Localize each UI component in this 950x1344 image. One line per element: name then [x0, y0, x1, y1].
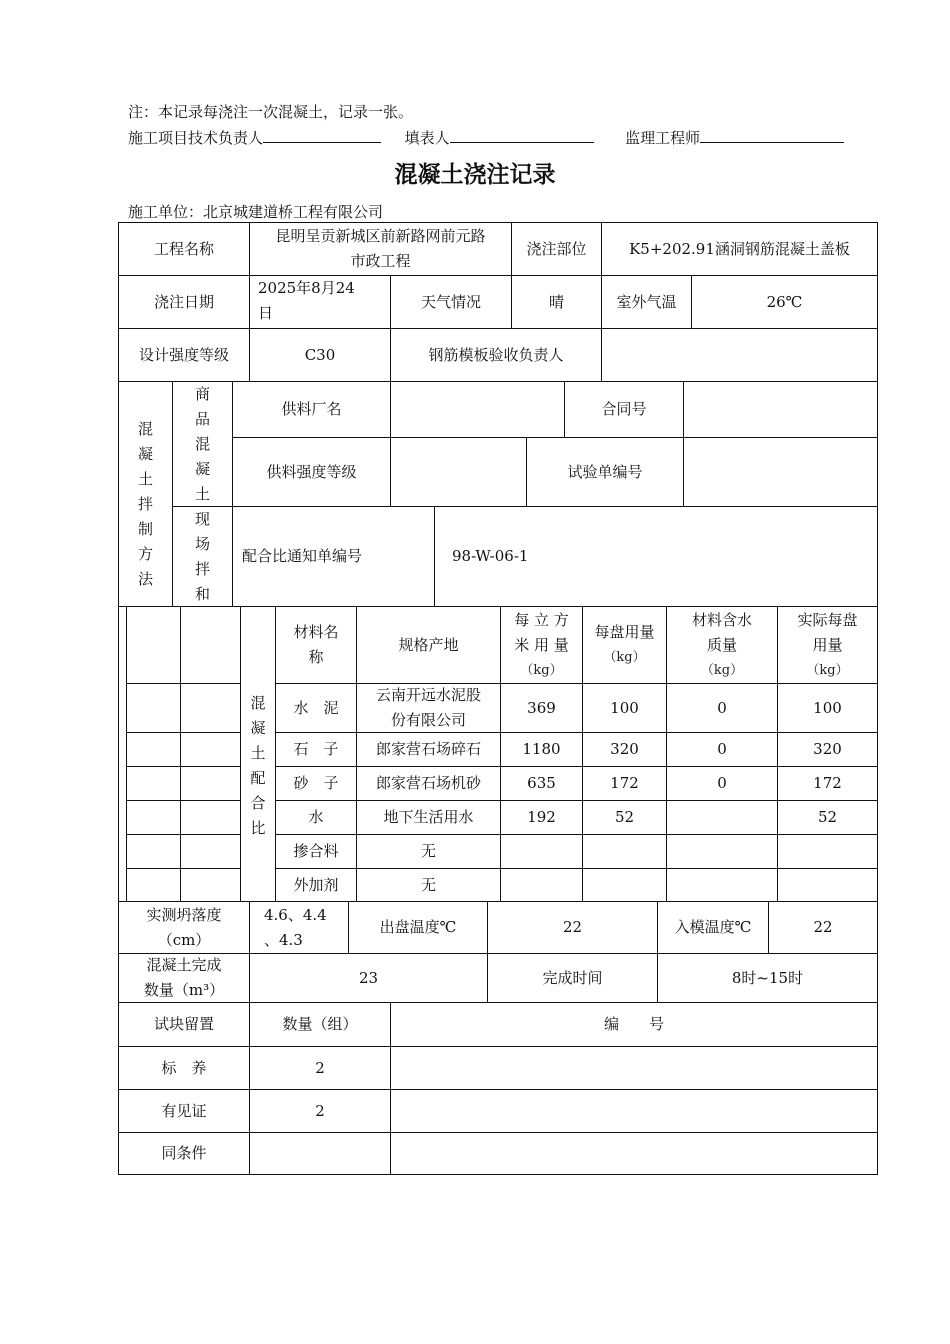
supply-grade-label: 供料强度等级 — [266, 462, 357, 481]
actual-value[interactable]: 172 — [813, 774, 842, 792]
out-temp-label: 出盘温度℃ — [379, 918, 457, 936]
outdoor-temp-label: 室外气温 — [616, 292, 677, 311]
per-batch-value[interactable]: 172 — [610, 774, 639, 792]
specimen-type: 有见证 — [161, 1101, 207, 1120]
material-name: 掺合料 — [293, 842, 339, 860]
per-batch-value[interactable]: 52 — [614, 808, 635, 826]
supplier-value[interactable] — [391, 382, 564, 437]
col-header-per-batch: 每盘用量 （kg） — [594, 623, 655, 665]
col-header-actual: 实际每盘 用量 （kg） — [797, 610, 858, 678]
col-header-material: 材料名 称 — [293, 623, 339, 666]
material-spec: 无 — [420, 875, 436, 894]
material-spec: 无 — [420, 842, 436, 860]
actual-value[interactable]: 52 — [817, 808, 838, 826]
supervisor-signature-blank[interactable] — [700, 128, 844, 143]
mold-temp-label: 入模温度℃ — [674, 918, 752, 936]
per-m3-value[interactable]: 369 — [527, 698, 556, 717]
completion-qty-value[interactable]: 23 — [358, 968, 379, 987]
specimen-type: 标 养 — [161, 1058, 207, 1077]
moisture-value[interactable] — [667, 869, 777, 901]
project-name-label: 工程名称 — [153, 239, 214, 258]
per-m3-value[interactable] — [501, 869, 582, 901]
project-name-value[interactable] — [250, 223, 511, 275]
filler-signature-blank[interactable] — [450, 128, 594, 143]
specimen-type: 同条件 — [161, 1144, 207, 1162]
mix-notice-label: 配合比通知单编号 — [242, 547, 363, 565]
per-m3-value[interactable] — [501, 835, 582, 868]
filler-label: 填表人 — [404, 129, 450, 147]
actual-value[interactable]: 100 — [813, 698, 842, 717]
inspector-value[interactable] — [602, 329, 877, 381]
moisture-value[interactable] — [667, 835, 777, 868]
col-header-per-m3: 每 立 方 米 用 量 （kg） — [514, 610, 569, 678]
mix-ratio-label: 混 凝 土 配 合 比 — [250, 694, 266, 837]
pour-date-line-1: 2025年8月24 — [258, 279, 355, 297]
material-name: 砂 子 — [293, 774, 339, 792]
per-m3-value[interactable]: 1180 — [522, 740, 561, 758]
actual-value[interactable]: 320 — [813, 740, 842, 758]
material-name: 水 — [308, 808, 324, 826]
moisture-value[interactable]: 0 — [717, 698, 727, 717]
page-title: 混凝土浇注记录 — [394, 162, 556, 188]
moisture-value[interactable]: 0 — [717, 740, 727, 758]
moisture-value[interactable] — [667, 801, 777, 834]
per-batch-value[interactable]: 100 — [610, 698, 639, 717]
test-sheet-label: 试验单编号 — [567, 462, 643, 481]
weather-label: 天气情况 — [420, 292, 481, 311]
tech-lead-signature-blank[interactable] — [263, 128, 381, 143]
material-name: 外加剂 — [293, 875, 339, 894]
pour-date-line-2: 日 — [258, 304, 274, 322]
outdoor-temp-value[interactable]: 26℃ — [766, 292, 803, 311]
col-header-spec: 规格产地 — [398, 635, 459, 654]
slump-label: 实测坍落度 （cm） — [146, 905, 222, 949]
specimen-count[interactable]: 2 — [315, 1058, 325, 1077]
completion-time-label: 完成时间 — [542, 968, 603, 987]
project-name-line-1: 昆明呈贡新城区前新路网前元路 — [275, 227, 486, 245]
weather-value[interactable]: 晴 — [548, 292, 564, 311]
supervisor-label: 监理工程师 — [625, 129, 701, 147]
actual-value[interactable] — [778, 835, 877, 868]
design-strength-label: 设计强度等级 — [138, 345, 229, 364]
actual-value[interactable] — [778, 869, 877, 901]
specimen-number-label: 编 号 — [603, 1015, 664, 1033]
specimen-count-label: 数量（组） — [282, 1015, 358, 1033]
specimen-count[interactable] — [250, 1133, 390, 1174]
pour-date-label: 浇注日期 — [153, 292, 214, 311]
material-name: 水 泥 — [293, 698, 339, 717]
pour-location-label: 浇注部位 — [526, 239, 587, 258]
inspector-label: 钢筋模板验收负责人 — [428, 345, 564, 364]
contract-value[interactable] — [684, 382, 877, 437]
col-header-moisture: 材料含水 质量 （kg） — [691, 610, 752, 678]
note-text: 注：本记录每浇注一次混凝土，记录一张。 — [128, 103, 414, 121]
signature-line — [128, 127, 844, 148]
pour-location-value[interactable]: K5+202.91涵洞钢筋混凝土盖板 — [629, 239, 850, 258]
specimen-count[interactable]: 2 — [315, 1101, 325, 1120]
material-spec: 云南开远水泥股 份有限公司 — [375, 686, 481, 729]
per-batch-value[interactable] — [583, 835, 666, 868]
design-strength-value[interactable]: C30 — [304, 345, 336, 364]
material-name: 石 子 — [293, 740, 339, 758]
specimen-label: 试块留置 — [153, 1015, 214, 1033]
construction-unit: 施工单位：北京城建道桥工程有限公司 — [128, 203, 384, 221]
tech-lead-label: 施工项目技术负责人 — [128, 129, 264, 147]
per-m3-value[interactable]: 192 — [527, 808, 556, 826]
specimen-number[interactable] — [391, 1133, 877, 1174]
per-batch-value[interactable]: 320 — [610, 740, 639, 758]
test-sheet-value[interactable] — [684, 438, 877, 506]
mixing-method-label: 混 凝 土 拌 制 方 法 — [137, 419, 153, 588]
per-m3-value[interactable]: 635 — [527, 774, 556, 792]
contract-label: 合同号 — [601, 400, 647, 418]
out-temp-value[interactable]: 22 — [562, 918, 583, 936]
mold-temp-value[interactable]: 22 — [813, 918, 833, 936]
completion-time-value[interactable]: 8时~15时 — [731, 968, 804, 987]
specimen-number[interactable] — [391, 1090, 877, 1132]
project-name-line-2: 市政工程 — [350, 252, 411, 270]
moisture-value[interactable]: 0 — [717, 774, 727, 792]
commercial-concrete-label: 商 品 混 凝 土 — [194, 384, 210, 503]
completion-qty-label: 混凝土完成 数量（m³） — [143, 956, 225, 999]
onsite-mixing-label: 现 场 拌 和 — [194, 509, 210, 603]
material-spec: 郎家营石场碎石 — [375, 740, 481, 758]
slump-value[interactable]: 4.6、4.4 、4.3 — [264, 905, 327, 949]
material-spec: 郎家营石场机砂 — [375, 774, 481, 792]
specimen-number[interactable] — [391, 1047, 877, 1089]
supply-grade-value[interactable] — [391, 438, 526, 506]
mix-notice-value[interactable]: 98-W-06-1 — [452, 547, 529, 565]
per-batch-value[interactable] — [583, 869, 666, 901]
supplier-label: 供料厂名 — [281, 400, 342, 418]
pour-date-value[interactable] — [258, 276, 390, 328]
material-spec: 地下生活用水 — [383, 808, 474, 826]
